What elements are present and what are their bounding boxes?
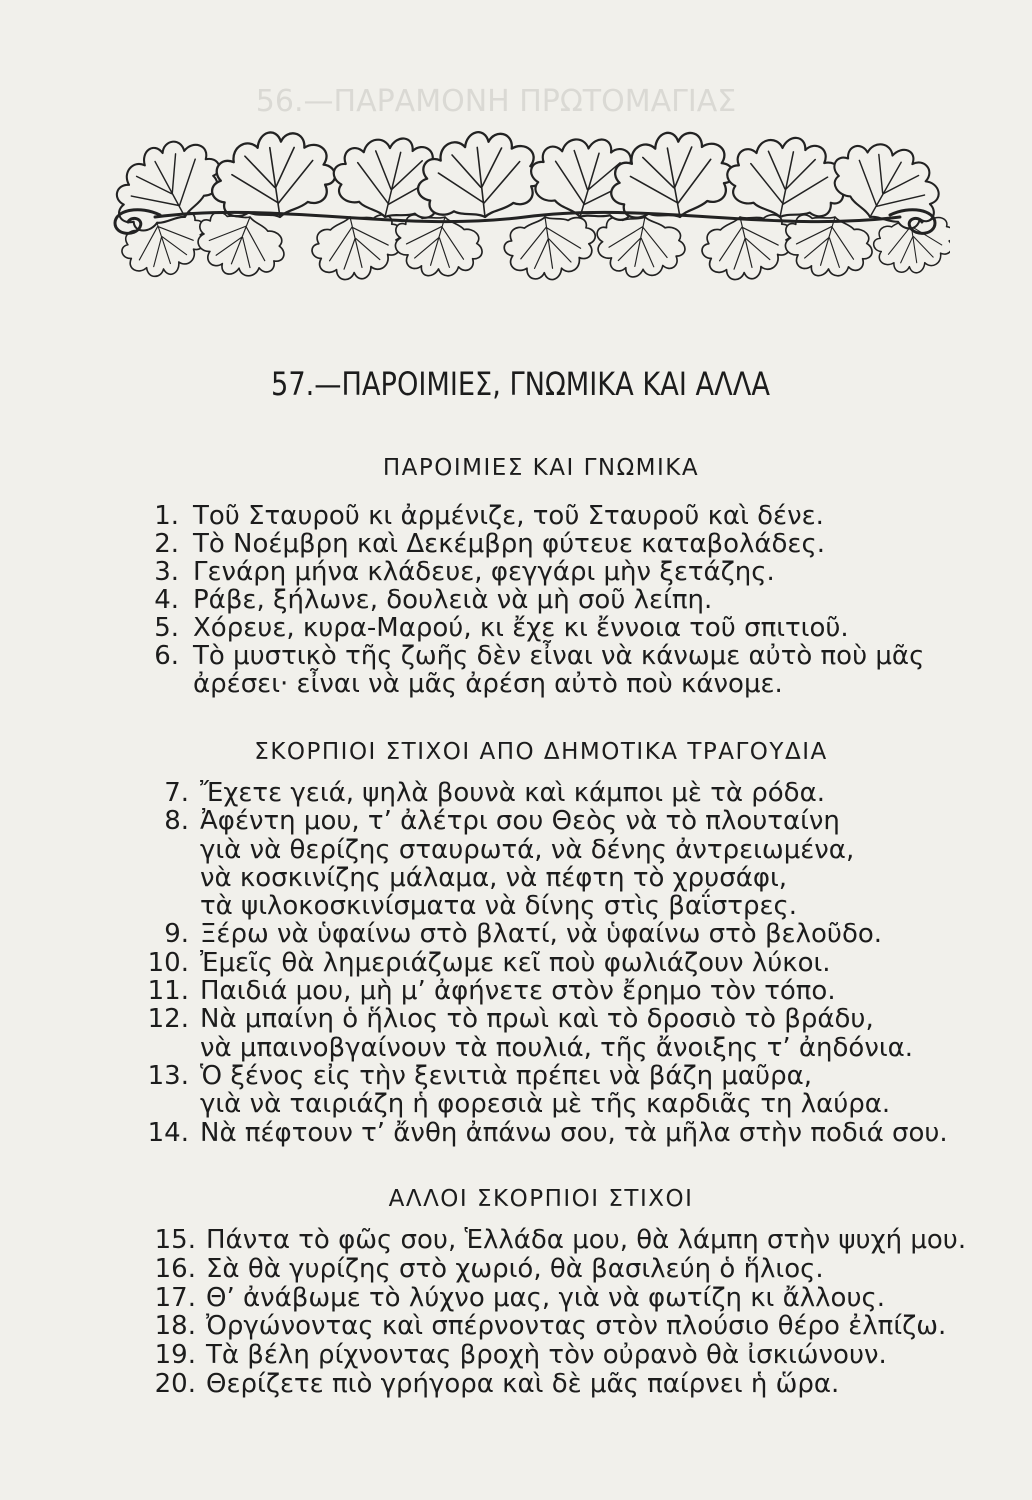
- item-line: Ὀργώνοντας καὶ σπέρνοντας στὸν πλούσιο θέρο ἐλπίζω.: [206, 1311, 947, 1342]
- chapter-title: 57.—ΠΑΡΟΙΜΙΕΣ, ΓΝΩΜΙΚΑ ΚΑΙ ΑΛΛΑ: [270, 365, 770, 403]
- item-number: 16.: [154, 1253, 196, 1284]
- item-line: Θ’ ἀνάβωμε τὸ λύχνο μας, γιὰ νὰ φωτίζη κι ἄλλους.: [206, 1282, 886, 1313]
- leaf-bottom: [591, 209, 690, 285]
- leaf-bottom: [386, 206, 488, 288]
- item-number: 7.: [164, 778, 189, 808]
- item-number: 1.: [154, 501, 179, 531]
- item-number: 8.: [164, 806, 189, 837]
- item-text: [196, 1284, 885, 1313]
- item-line: Τοῦ Σταυροῦ κι ἀρμένιζε, τοῦ Σταυροῦ καὶ δένε.: [193, 501, 824, 531]
- item-line: Πάντα τὸ φῶς σου, Ἑλλάδα μου, θὰ λάμπη στὴν ψυχή μου.: [206, 1225, 967, 1255]
- leaf-bottom: [500, 209, 601, 287]
- item-text: [189, 779, 825, 807]
- item-text: [179, 530, 825, 558]
- list-item: [0, 530, 1032, 558]
- item-text: [189, 1119, 948, 1147]
- list-item: [0, 920, 1032, 948]
- item-line: τὰ ψιλοκοσκινίσματα νὰ δίνης στὶς βαΐστρες.: [200, 891, 798, 922]
- item-text: [189, 807, 854, 920]
- list-item: [0, 1119, 1032, 1147]
- proverb-list: [0, 502, 1032, 698]
- item-number: 17.: [154, 1282, 196, 1313]
- item-text: [196, 1255, 824, 1284]
- item-number: 11.: [147, 976, 189, 1007]
- item-text: [196, 1312, 946, 1341]
- item-number: 12.: [147, 1004, 189, 1035]
- leaf-bottom: [776, 206, 878, 288]
- item-number: 15.: [154, 1225, 196, 1255]
- leaf-garland-ornament: [100, 105, 950, 290]
- item-line: Σὰ θὰ γυρίζης στὸ χωριό, θὰ βασιλεύη ὁ ἥλιος.: [206, 1253, 824, 1284]
- item-number: 6.: [154, 641, 179, 671]
- list-item: [0, 949, 1032, 977]
- item-line: Τὸ Νοέμβρη καὶ Δεκέμβρη φύτευε καταβολάδες.: [193, 529, 825, 559]
- list-item: [0, 1370, 1032, 1399]
- section-heading: ΣΚΟΡΠΙΟΙ ΣΤΙΧΟΙ ΑΠΟ ΔΗΜΟΤΙΚΑ ΤΡΑΓΟΥΔΙΑ: [254, 739, 828, 765]
- item-number: 9.: [164, 919, 189, 950]
- item-line: Παιδιά μου, μὴ μ’ ἀφήνετε στὸν ἔρημο τὸν τόπο.: [200, 976, 836, 1007]
- item-text: [196, 1370, 839, 1399]
- item-line: Νὰ πέφτουν τ’ ἄνθη ἀπάνω σου, τὰ μῆλα στὴν ποδιά σου.: [200, 1117, 948, 1148]
- item-line: γιὰ νὰ ταιριάζη ἡ φορεσιὰ μὲ τῆς καρδιᾶς τη λαύρα.: [200, 1089, 891, 1120]
- item-number: 2.: [154, 529, 179, 559]
- list-item: [0, 1005, 1032, 1062]
- list-item: [0, 1226, 1032, 1255]
- item-number: 3.: [154, 557, 179, 587]
- show-through-header: 56.—ΠΑΡΑΜΟΝΗ ΠΡΩΤΟΜΑΓΙΑΣ: [255, 84, 737, 119]
- item-number: 13.: [147, 1060, 189, 1091]
- list-item: [0, 1284, 1032, 1313]
- section-heading: ΑΛΛΟΙ ΣΚΟΡΠΙΟΙ ΣΤΙΧΟΙ: [388, 1186, 694, 1212]
- item-number: 18.: [154, 1311, 196, 1342]
- item-line: Χόρευε, κυρα-Μαρού, κι ἔχε κι ἔννοια τοῦ σπιτιοῦ.: [193, 613, 849, 643]
- leaf-top: [411, 124, 546, 225]
- list-item: [0, 977, 1032, 1005]
- item-number: 10.: [147, 947, 189, 978]
- item-number: 4.: [154, 585, 179, 615]
- folk-verse-list: [0, 779, 1032, 1147]
- item-line: Γενάρη μήνα κλάδευε, φεγγάρι μὴν ξετάζης.: [193, 557, 775, 587]
- item-text: [189, 920, 882, 948]
- item-number: 20.: [154, 1368, 196, 1399]
- leaf-top: [722, 127, 852, 227]
- item-line: Ὁ ξένος εἰς τὴν ξενιτιὰ πρέπει νὰ βάζη μαῦρα,: [200, 1060, 813, 1091]
- item-text: [196, 1341, 887, 1370]
- item-line: Ἀφέντη μου, τ’ ἀλέτρι σου Θεὸς νὰ τὸ πλουταίνη: [200, 806, 840, 837]
- item-number: 5.: [154, 613, 179, 643]
- item-text: [179, 558, 775, 586]
- item-line: Τὸ μυστικὸ τῆς ζωῆς δὲν εἶναι νὰ κάνωμε αὐτὸ ποὺ μᾶς: [193, 641, 925, 671]
- item-line: Ξέρω νὰ ὑφαίνω στὸ βλατί, νὰ ὑφαίνω στὸ βελοῦδο.: [200, 919, 883, 950]
- list-item: [0, 807, 1032, 920]
- list-item: [0, 558, 1032, 586]
- item-text: [189, 1005, 913, 1062]
- item-line: Νὰ μπαίνη ὁ ἥλιος τὸ πρωὶ καὶ τὸ δροσιὸ τὸ βράδυ,: [200, 1004, 874, 1035]
- list-item: [0, 642, 1032, 698]
- item-line: νὰ μπαινοβγαίνουν τὰ πουλιά, τῆς ἄνοιξης τ’ ἀηδόνια.: [200, 1032, 914, 1063]
- item-text: [196, 1226, 966, 1255]
- item-line: Τὰ βέλη ρίχνοντας βροχὴ τὸν οὐρανὸ θὰ ἰσκιώνουν.: [206, 1340, 887, 1371]
- list-item: [0, 1341, 1032, 1370]
- other-verse-list: [0, 1226, 1032, 1399]
- item-number: 19.: [154, 1340, 196, 1371]
- item-line: Ἔχετε γειά, ψηλὰ βουνὰ καὶ κάμποι μὲ τὰ ρόδα.: [200, 778, 825, 808]
- item-text: [189, 1062, 890, 1119]
- item-text: [179, 614, 849, 642]
- list-item: [0, 1255, 1032, 1284]
- item-line: γιὰ νὰ θερίζης σταυρωτά, νὰ δένης ἀντρειωμένα,: [200, 834, 855, 865]
- list-item: [0, 614, 1032, 642]
- section-heading: ΠΑΡΟΙΜΙΕΣ ΚΑΙ ΓΝΩΜΙΚΑ: [382, 455, 700, 481]
- list-item: [0, 1312, 1032, 1341]
- list-item: [0, 586, 1032, 614]
- item-line: Ἐμεῖς θὰ λημεριάζωμε κεῖ ποὺ φωλιάζουν λύκοι.: [200, 947, 831, 978]
- item-line: νὰ κοσκινίζης μάλαμα, νὰ πέφτη τὸ χρυσάφι,: [200, 862, 788, 893]
- item-text: [179, 586, 712, 614]
- item-line: Θερίζετε πιὸ γρήγορα καὶ δὲ μᾶς παίρνει ἡ ὥρα.: [206, 1368, 840, 1399]
- item-text: [189, 949, 831, 977]
- item-number: 14.: [147, 1117, 189, 1148]
- item-text: [189, 977, 836, 1005]
- item-text: [179, 502, 824, 530]
- list-item: [0, 502, 1032, 530]
- item-line: Ράβε, ξήλωνε, δουλειὰ νὰ μὴ σοῦ λείπη.: [193, 585, 713, 615]
- list-item: [0, 1062, 1032, 1119]
- list-item: [0, 779, 1032, 807]
- item-line: ἀρέσει· εἶναι νὰ μᾶς ἀρέση αὐτὸ ποὺ κάνομε.: [193, 669, 783, 699]
- item-text: [179, 642, 924, 698]
- chapter-title-block: [0, 364, 1032, 410]
